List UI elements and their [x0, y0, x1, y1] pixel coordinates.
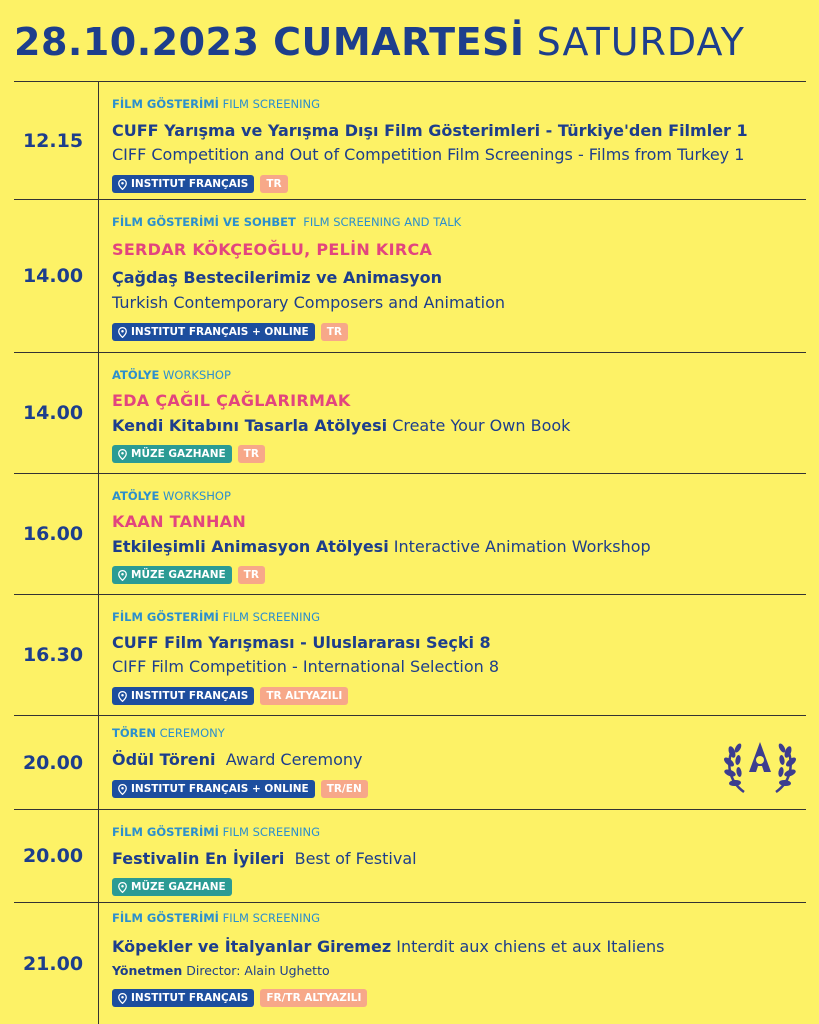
divider	[98, 474, 99, 594]
event-title: Kendi Kitabını Tasarla Atölyesi Create Your Own Book	[112, 416, 571, 435]
event-time: 14.00	[22, 402, 84, 424]
event-people: EDA ÇAĞIL ÇAĞLARIRMAK	[112, 391, 351, 410]
event-row	[14, 595, 806, 716]
location-pin-icon	[118, 179, 127, 190]
divider	[98, 353, 99, 473]
divider	[98, 200, 99, 352]
event-title: CUFF Yarışma ve Yarışma Dışı Film Gösterimleri - Türkiye'den Filmler 1	[112, 121, 748, 140]
event-title: Festivalin En İyileri Best of Festival	[112, 849, 417, 868]
divider	[98, 595, 99, 715]
event-category: ATÖLYE WORKSHOP	[112, 489, 231, 503]
event-subtitle: CIFF Film Competition - International Selection 8	[112, 657, 500, 676]
event-tags	[112, 878, 232, 896]
language-badge: FR/TR ALTYAZILI	[260, 989, 367, 1007]
award-laurel-icon	[724, 728, 796, 798]
event-title: Köpekler ve İtalyanlar Giremez Interdit aux chiens et aux Italiens	[112, 937, 665, 956]
page-title	[14, 18, 745, 66]
divider	[98, 810, 99, 902]
event-category: FİLM GÖSTERİMİ VE SOHBET FILM SCREENING AND TALK	[112, 215, 462, 229]
event-row	[14, 82, 806, 200]
location-pin-icon	[118, 327, 127, 338]
divider	[98, 716, 99, 809]
event-tags	[112, 566, 265, 584]
event-row	[14, 903, 806, 1024]
event-time: 21.00	[22, 952, 84, 975]
event-tags	[112, 445, 265, 463]
event-time: 16.00	[22, 523, 84, 545]
event-tags	[112, 780, 368, 798]
divider	[98, 903, 99, 1024]
event-category: FİLM GÖSTERİMİ FILM SCREENING	[112, 911, 320, 925]
language-badge: TR ALTYAZILI	[260, 687, 348, 705]
venue-badge: MÜZE GAZHANE	[112, 878, 232, 896]
event-tags	[112, 175, 288, 193]
language-badge: TR	[238, 566, 265, 584]
venue-badge: INSTITUT FRANÇAIS	[112, 989, 254, 1007]
event-time: 12.15	[22, 129, 84, 152]
language-badge: TR	[260, 175, 287, 193]
event-row	[14, 810, 806, 903]
event-category: FİLM GÖSTERİMİ FILM SCREENING	[112, 825, 320, 839]
venue-badge: INSTITUT FRANÇAIS	[112, 687, 254, 705]
event-category: TÖREN CEREMONY	[112, 726, 225, 740]
event-title: Ödül Töreni Award Ceremony	[112, 750, 363, 769]
event-tags	[112, 687, 348, 705]
event-row	[14, 716, 806, 810]
location-pin-icon	[118, 993, 127, 1004]
day-label-en: SATURDAY	[536, 20, 745, 64]
event-category: FİLM GÖSTERİMİ FILM SCREENING	[112, 610, 320, 624]
event-category: ATÖLYE WORKSHOP	[112, 368, 231, 382]
venue-badge: INSTITUT FRANÇAIS + ONLINE	[112, 780, 315, 798]
event-time: 20.00	[22, 845, 84, 867]
event-director: Yönetmen Director: Alain Ughetto	[112, 963, 330, 978]
event-title: Etkileşimli Animasyon Atölyesi Interactive Animation Workshop	[112, 537, 651, 556]
language-badge: TR/EN	[321, 780, 368, 798]
event-subtitle: CIFF Competition and Out of Competition Film Screenings - Films from Turkey 1	[112, 145, 745, 164]
divider	[98, 82, 99, 199]
event-title: Çağdaş Bestecilerimiz ve Animasyon	[112, 268, 443, 287]
venue-badge: INSTITUT FRANÇAIS	[112, 175, 254, 193]
location-pin-icon	[118, 449, 127, 460]
event-time: 14.00	[22, 265, 84, 287]
event-row	[14, 353, 806, 474]
event-time: 20.00	[22, 751, 84, 774]
event-tags	[112, 989, 367, 1007]
venue-badge: MÜZE GAZHANE	[112, 566, 232, 584]
schedule-table	[14, 81, 806, 1024]
event-people: KAAN TANHAN	[112, 512, 247, 531]
venue-badge: INSTITUT FRANÇAIS + ONLINE	[112, 323, 315, 341]
venue-badge: MÜZE GAZHANE	[112, 445, 232, 463]
language-badge: TR	[238, 445, 265, 463]
event-row	[14, 474, 806, 595]
event-title: CUFF Film Yarışması - Uluslararası Seçki 8	[112, 633, 491, 652]
location-pin-icon	[118, 882, 127, 893]
location-pin-icon	[118, 784, 127, 795]
event-people: SERDAR KÖKÇEOĞLU, PELİN KIRCA	[112, 240, 433, 259]
date-label: 28.10.2023 CUMARTESİ	[14, 20, 525, 64]
language-badge: TR	[321, 323, 348, 341]
event-tags	[112, 323, 348, 341]
event-row	[14, 200, 806, 353]
event-subtitle: Turkish Contemporary Composers and Animation	[112, 293, 506, 312]
event-category: FİLM GÖSTERİMİ FILM SCREENING	[112, 97, 320, 111]
location-pin-icon	[118, 570, 127, 581]
location-pin-icon	[118, 691, 127, 702]
event-time: 16.30	[22, 644, 84, 666]
